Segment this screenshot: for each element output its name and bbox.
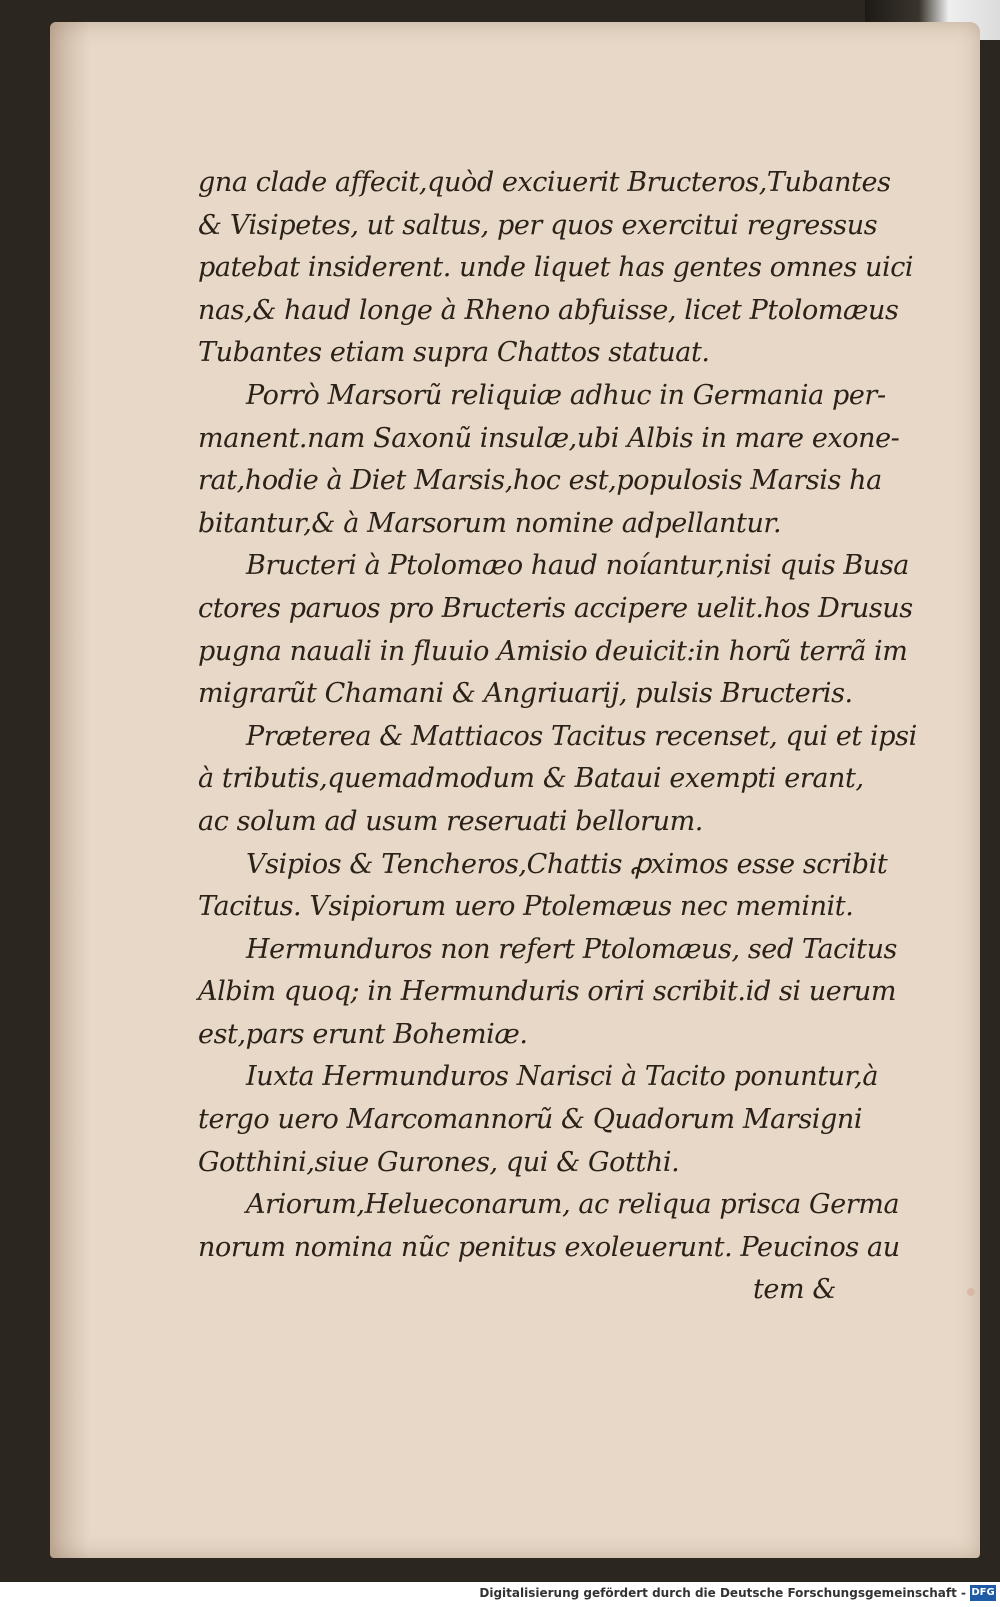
text-line: Gotthini,siue Gurones, qui & Gotthi.	[198, 1146, 680, 1178]
text-line: ctores paruos pro Bructeris accipere uelit.hos Drusus	[198, 592, 913, 624]
text-line: tergo uero Marcomannorũ & Quadorum Marsigni	[198, 1104, 863, 1136]
catchword: tem &	[752, 1274, 836, 1306]
paragraph-start-line: Bructeri à Ptolomæo haud noíantur,nisi quis Busa	[246, 550, 909, 582]
text-line: ac solum ad usum reseruati bellorum.	[198, 805, 703, 837]
text-line: migrarũt Chamani & Angriuarij, pulsis Bructeris.	[198, 678, 853, 710]
page-gutter-shadow	[50, 22, 90, 1558]
text-line: gna clade affecit,quòd exciuerit Bructeros,Tubantes	[198, 167, 891, 198]
text-line: pugna nauali in fluuio Amisio deuicit:in horũ terrã im	[198, 635, 908, 667]
text-line: bitantur,& à Marsorum nomine adpellantur.	[198, 507, 782, 539]
text-line: patebat insiderent. unde liquet has gentes omnes uici	[198, 252, 914, 284]
text-line: Albim quoq; in Hermunduris oriri scribit.id si uerum	[198, 976, 897, 1008]
paragraph-start-line: Porrò Marsorũ reliquiæ adhuc in Germania per-	[246, 379, 886, 411]
paragraph-start-line: Iuxta Hermunduros Narisci à Tacito ponuntur,à	[246, 1061, 879, 1093]
dfg-logo: DFG	[970, 1585, 996, 1601]
margin-stain	[967, 1288, 975, 1296]
paragraph-start-line: Ariorum,Helueconarum, ac reliqua prisca Germa	[246, 1189, 900, 1221]
text-line: manent.nam Saxonũ insulæ,ubi Albis in mare exone-	[198, 422, 900, 454]
text-line: Tacitus. Vsipiorum uero Ptolemæus nec meminit.	[198, 891, 854, 923]
footer-credit: Digitalisierung gefördert durch die Deutsche Forschungsgemeinschaft -	[479, 1586, 966, 1600]
paragraph-start-line: Vsipios & Tencheros,Chattis ꝓximos esse scribit	[246, 848, 888, 880]
text-line: nas,& haud longe à Rheno abfuisse, licet Ptolomæus	[198, 294, 899, 326]
text-line: est,pars erunt Bohemiæ.	[198, 1018, 528, 1050]
text-line: Tubantes etiam supra Chattos statuat.	[198, 337, 710, 369]
text-line: rat,hodie à Diet Marsis,hoc est,populosis Marsis ha	[198, 465, 882, 497]
text-line: norum nomina nũc penitus exoleuerunt. Peucinos au	[198, 1231, 900, 1263]
text-line: à tributis,quemadmodum & Bataui exempti erant,	[198, 763, 864, 795]
page-text	[198, 162, 917, 1312]
text-line: & Visipetes, ut saltus, per quos exercitui regressus	[198, 209, 878, 241]
paragraph-start-line: Hermunduros non refert Ptolomæus, sed Tacitus	[246, 933, 898, 965]
paragraph-start-line: Præterea & Mattiacos Tacitus recenset, qui et ipsi	[246, 720, 917, 752]
